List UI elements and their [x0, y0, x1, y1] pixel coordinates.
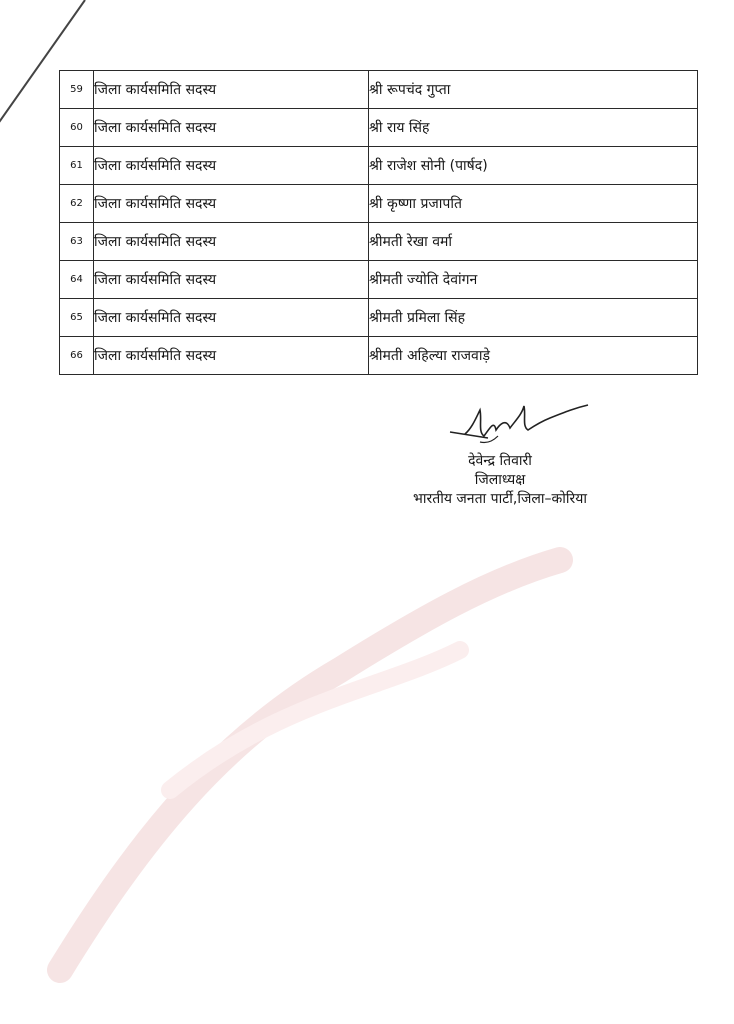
- row-name: श्री रूपचंद गुप्ता: [369, 71, 698, 109]
- row-post: जिला कार्यसमिति सदस्य: [94, 223, 369, 261]
- row-number: 64: [60, 261, 94, 299]
- row-post: जिला कार्यसमिति सदस्य: [94, 71, 369, 109]
- table-row: [60, 147, 698, 185]
- signature-image: [410, 400, 590, 450]
- row-number: 59: [60, 71, 94, 109]
- signatory-name: देवेन्द्र तिवारी: [468, 453, 532, 469]
- table-row: [60, 71, 698, 109]
- row-number: 60: [60, 109, 94, 147]
- row-name: श्रीमती प्रमिला सिंह: [369, 299, 698, 337]
- row-number: 66: [60, 337, 94, 375]
- row-number: 61: [60, 147, 94, 185]
- signatory-designation: जिलाध्यक्ष: [474, 472, 526, 488]
- table-row: [60, 261, 698, 299]
- row-name: श्री राय सिंह: [369, 109, 698, 147]
- row-name: श्रीमती अहिल्या राजवाड़े: [369, 337, 698, 375]
- members-table: [59, 70, 698, 375]
- table-row: [60, 185, 698, 223]
- row-number: 62: [60, 185, 94, 223]
- signature-block: [380, 400, 620, 509]
- row-name: श्रीमती ज्योति देवांगन: [369, 261, 698, 299]
- table-row: [60, 337, 698, 375]
- table-row: [60, 223, 698, 261]
- table-row: [60, 299, 698, 337]
- row-post: जिला कार्यसमिति सदस्य: [94, 299, 369, 337]
- row-post: जिला कार्यसमिति सदस्य: [94, 261, 369, 299]
- row-name: श्री राजेश सोनी (पार्षद): [369, 147, 698, 185]
- signatory-organization: भारतीय जनता पार्टी,जिला–कोरिया: [413, 491, 587, 507]
- background-stain: [20, 540, 580, 1000]
- table-row: [60, 109, 698, 147]
- row-name: श्री कृष्णा प्रजापति: [369, 185, 698, 223]
- row-post: जिला कार्यसमिति सदस्य: [94, 185, 369, 223]
- row-number: 65: [60, 299, 94, 337]
- row-post: जिला कार्यसमिति सदस्य: [94, 337, 369, 375]
- row-post: जिला कार्यसमिति सदस्य: [94, 147, 369, 185]
- row-number: 63: [60, 223, 94, 261]
- row-name: श्रीमती रेखा वर्मा: [369, 223, 698, 261]
- row-post: जिला कार्यसमिति सदस्य: [94, 109, 369, 147]
